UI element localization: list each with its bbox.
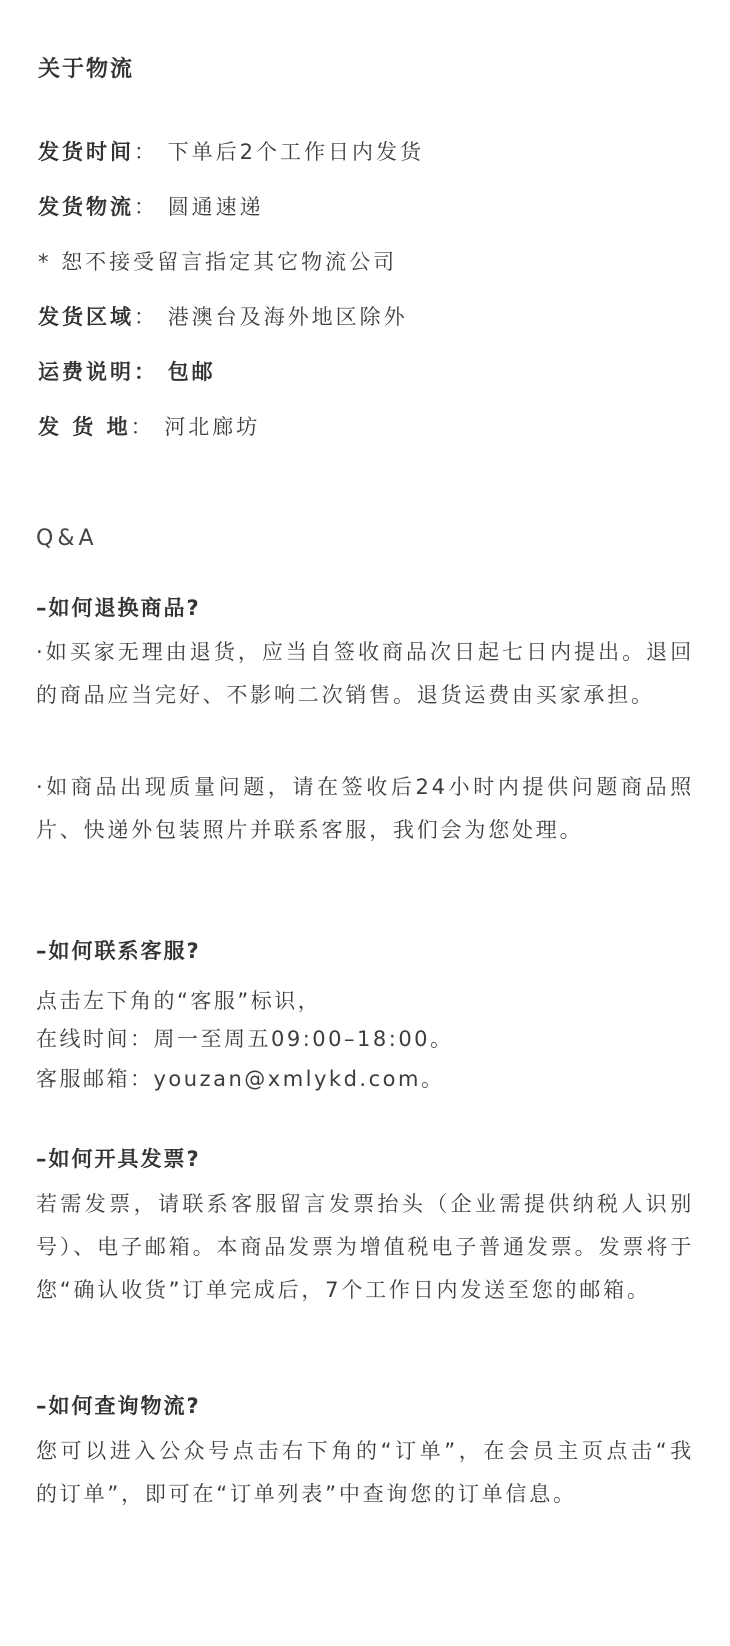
shipping-region-row [38,301,408,331]
qa-title: Q&A [36,526,98,551]
shipping-time-value: 下单后2个工作日内发货 [167,140,425,164]
answer-quality-paragraph: ·如商品出现质量问题，请在签收后24小时内提供问题商品照片、快递外包装照片并联系客服，我们会为您处理。 [36,775,694,842]
separator: ： [134,195,158,219]
shipping-time-label: 发货时间 [38,140,134,164]
carrier-label: 发货物流 [38,195,134,219]
separator: ： [134,360,158,384]
shipping-time-row [38,136,424,166]
answer-contact-line: 点击左下角的“客服”标识， [36,989,322,1013]
answer-tracking-paragraph: 您可以进入公众号点击右下角的“订单”，在会员主页点击“我的订单”，即可在“订单列表”中查询您的订单信息。 [36,1439,694,1506]
separator: ： [134,140,158,164]
shipping-region-label: 发货区域 [38,305,134,329]
carrier-note: * 恕不接受留言指定其它物流公司 [38,250,398,274]
question-contact: –如何联系客服? [36,939,201,963]
shipping-fee-row [38,356,216,386]
question-return: –如何退换商品? [36,596,201,620]
shipping-fee-label: 运费说明 [38,360,134,384]
origin-row [38,411,260,441]
answer-contact-hours: 在线时间：周一至周五09:00–18:00。 [36,1027,454,1051]
origin-label: 发 货 地 [38,415,131,439]
answer-return-paragraph: ·如买家无理由退货，应当自签收商品次日起七日内提出。退回的商品应当完好、不影响二次销售。退货运费由买家承担。 [36,640,694,707]
shipping-region-value: 港澳台及海外地区除外 [167,305,408,329]
carrier-value: 圆通速递 [167,195,264,219]
origin-value: 河北廊坊 [164,415,261,439]
question-tracking: –如何查询物流? [36,1394,201,1418]
carrier-row [38,191,264,221]
separator: ： [134,305,158,329]
shipping-fee-value: 包邮 [167,360,216,384]
question-invoice: –如何开具发票? [36,1147,201,1171]
answer-contact-email: 客服邮箱：youzan@xmlykd.com。 [36,1067,445,1091]
logistics-title: 关于物流 [38,57,135,82]
answer-invoice-paragraph: 若需发票，请联系客服留言发票抬头（企业需提供纳税人识别号）、电子邮箱。本商品发票为增值税电子普通发票。发票将于您“确认收货”订单完成后，7个工作日内发送至您的邮箱。 [36,1192,694,1302]
separator: ： [130,415,155,439]
